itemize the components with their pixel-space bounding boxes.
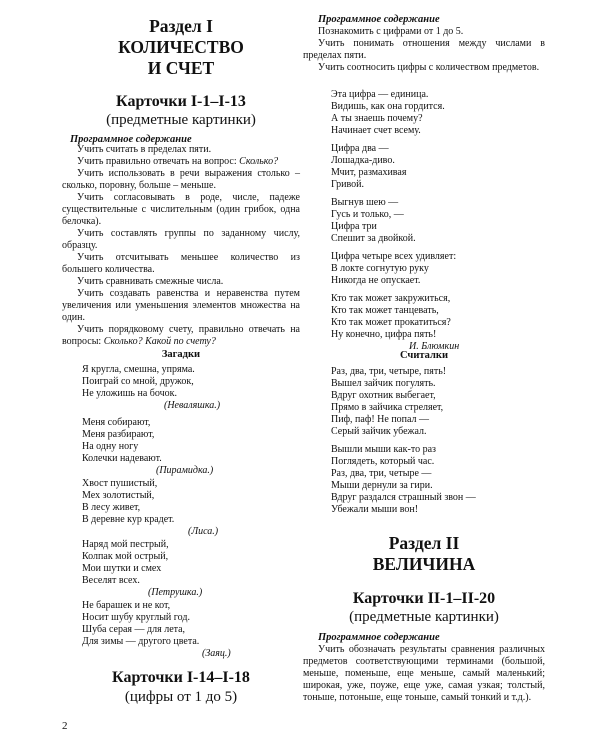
riddle-answer: (Лиса.)	[188, 526, 219, 537]
program-content-2	[303, 26, 545, 74]
program-label-1: Программное содержание	[70, 134, 192, 145]
program-paragraph: Учить сравнивать смежные числа.	[77, 276, 224, 287]
poem-author: И. Блюмкин	[409, 341, 460, 352]
riddle: Хвост пушистый, Мех золотистый, В лесу живет, В деревне кур крадет. (Лиса.)	[82, 478, 300, 538]
program-paragraph: Учить согласовывать в роде, числе, падеже существительные с числительным (один грибок, одна белочка).	[62, 192, 300, 227]
program-paragraph: Учить отсчитывать меньшее количество из большего количества.	[62, 252, 300, 275]
program-paragraph: Учить соотносить цифры с количеством предметов.	[318, 62, 540, 73]
program-paragraph: Учить создавать равенства и неравенства путем увеличения или уменьшения элементов множества на один.	[62, 288, 300, 323]
poem-stanza: Цифра четыре всех удивляет: В локте согнутую руку Никогда не опускает.	[331, 251, 457, 286]
program-paragraph: Познакомить с цифрами от 1 до 5.	[318, 26, 464, 37]
program-paragraph: Учить использовать в речи выражения столько – сколько, поровну, больше – меньше.	[62, 168, 300, 191]
cards-2-subtitle: (цифры от 1 до 5)	[124, 689, 238, 705]
section-2-title: ВЕЛИЧИНА	[372, 554, 476, 574]
section-2-heading: Раздел II	[388, 533, 460, 553]
counting-rhyme: Раз, два, три, четыре, пять! Вышел зайчик погулять. Вдруг охотник выбегает, Прямо в зайчика стреляет, Пиф, паф! Не попал — Серый зайчик убежал.	[331, 366, 447, 437]
riddle-answer: (Заяц.)	[202, 648, 231, 659]
section-1-heading: Раздел I	[149, 16, 213, 36]
cards-3-title: Карточки II-1–II-20	[352, 590, 496, 607]
riddle: Наряд мой пестрый, Колпак мой острый, Мои шутки и смех Веселят всех. (Петрушка.)	[82, 539, 300, 599]
program-paragraph: Учить порядковому счету, правильно отвечать на вопросы: Сколько? Какой по счету?	[62, 324, 300, 347]
riddle: Я кругла, смешна, упряма. Поиграй со мной, дружок, Не уложишь на бочок. (Неваляшка.)	[82, 364, 300, 412]
program-content-1	[62, 144, 300, 348]
section-1-title-line1: КОЛИЧЕСТВО	[118, 37, 244, 57]
counting-rhyme: Вышли мыши как-то раз Поглядеть, который час. Раз, два, три, четыре — Мыши дернули за гири. Вдруг раздался страшный звон — Убежали мыши вон!	[331, 444, 476, 515]
program-paragraph: Учить понимать отношения между числами в пределах пяти.	[303, 38, 545, 61]
cards-3-subtitle: (предметные картинки)	[349, 609, 499, 625]
cards-2-title: Карточки I-14–I-18	[112, 669, 250, 686]
riddles-heading: Загадки	[161, 349, 201, 360]
poem-stanza: Эта цифра — единица. Видишь, как она гордится. А ты знаешь почему? Начинает счет всему.	[331, 89, 445, 136]
riddle-answer: (Пирамидка.)	[156, 465, 214, 476]
poem-stanza: Выгнув шею — Гусь и только, — Цифра три Спешит за двойкой.	[331, 197, 416, 244]
riddle-answer: (Неваляшка.)	[164, 400, 221, 411]
riddle-answer: (Петрушка.)	[148, 587, 203, 598]
page-number: 2	[62, 720, 68, 732]
poem-stanza: Цифра два — Лошадка-диво. Мчит, размахивая Гривой.	[331, 143, 407, 190]
riddle: Не барашек и не кот, Носит шубу круглый год. Шуба серая — для лета, Для зимы — другого цвета. (Заяц.)	[82, 600, 300, 660]
digits-poem	[331, 89, 545, 353]
section-1-title-line2: И СЧЕТ	[147, 58, 215, 78]
cards-1-subtitle: (предметные картинки)	[106, 112, 256, 128]
cards-1-title: Карточки I-1–I-13	[116, 93, 246, 110]
poem-stanza: Кто так может закружиться, Кто так может танцевать, Кто так может прокатиться? Ну конечно, цифра пять!	[331, 293, 451, 340]
program-paragraph: Учить составлять группы по заданному числу, образцу.	[62, 228, 300, 251]
riddle: Меня собирают, Меня разбирают, На одну ногу Колечки надевают. (Пирамидка.)	[82, 417, 300, 477]
program-paragraph: Учить считать в пределах пяти.	[77, 144, 212, 155]
program-paragraph-3: Учить обозначать результаты сравнения различных предметов соответствующими терминами (большой, меньше, поменьше, еще меньше, самый маленький; широкая, уже, поуже, еще уже, самая узкая; толстый, тоньше, потоньше, еще тоньше, самый тонкий и т.д.).	[303, 644, 545, 703]
counting-rhymes	[331, 366, 545, 516]
program-label-2: Программное содержание	[318, 14, 440, 25]
counting-heading: Считалки	[399, 350, 449, 361]
program-paragraph: Учить правильно отвечать на вопрос: Сколько?	[77, 156, 279, 167]
program-label-3: Программное содержание	[318, 632, 440, 643]
